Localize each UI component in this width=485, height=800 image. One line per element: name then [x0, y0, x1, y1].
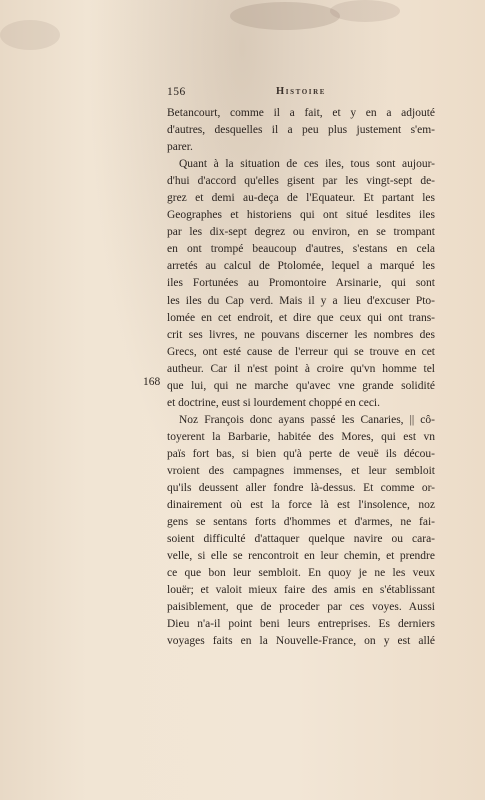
text-line: Noz François donc ayans passé les Canaries, || cô-: [179, 413, 435, 426]
page-stain: [330, 0, 400, 22]
text-line: Geographes et historiens qui ont situé lesdites iles: [167, 209, 435, 222]
text-line: en ont trompé beaucoup d'autres, s'estans en cela: [167, 243, 435, 256]
text-line: grez et demi au-deça de l'Equateur. Et partant les: [167, 192, 435, 205]
text-line: vroient des campagnes immenses, et leur sembloit: [167, 464, 435, 477]
text-line: autheur. Car il n'est point à croire qu'vn homme tel: [167, 362, 435, 375]
text-line: d'hui d'accord qu'elles gisent par les vingt-sept de-: [167, 175, 435, 188]
page-stain: [230, 2, 340, 30]
body-text: [167, 105, 435, 651]
text-line: lomée en cet endroit, et dire que ceux qui ont trans-: [167, 311, 435, 324]
text-line: paisiblement, que de proceder par ces voyes. Aussi: [167, 601, 435, 614]
text-line: dinairement où est la force là est l'insolence, noz: [167, 499, 435, 512]
text-line: les iles du Cap verd. Mais il y a lieu d'excuser Pto-: [167, 294, 435, 307]
text-line: iles Fortunées au Promontoire Arsinarie, qui sont: [167, 277, 435, 290]
page-number: 156: [167, 86, 186, 98]
text-line: par les dix-sept degrez ou environ, en se trompant: [167, 226, 435, 239]
text-line: parer.: [167, 141, 193, 154]
text-line: arretés au calcul de Ptolomée, lequel a marqué les: [167, 260, 435, 273]
page-stain: [0, 20, 60, 50]
text-line: Grecs, ont esté cause de l'erreur qui se trouve en cet: [167, 345, 435, 358]
text-line: voyages faits en la Nouvelle-France, on y est allé: [167, 635, 435, 648]
text-line: qu'ils deussent aller fondre là-dessus. Et comme or-: [167, 482, 435, 495]
text-line: et doctrine, eust si lourdement choppé en ceci.: [167, 396, 380, 409]
text-line: d'autres, desquelles il a peu plus justement s'em-: [167, 124, 435, 137]
margin-note: 168: [143, 376, 161, 388]
text-line: velle, si elle se rencontroit en leur chemin, et prendre: [167, 550, 435, 563]
text-line: païs fort bas, si bien qu'à perte de veuë ils décou-: [167, 447, 435, 460]
text-line: gens se sentans forts d'hommes et d'armes, ne fai-: [167, 516, 435, 529]
running-title: Histoire: [275, 86, 327, 97]
text-line: Betancourt, comme il a fait, et y en a adjouté: [167, 107, 435, 119]
text-line: toyerent la Barbarie, habitée des Mores, qui est vn: [167, 430, 435, 443]
text-line: Dieu n'a-il point beni leurs entreprises. Es derniers: [167, 618, 435, 631]
text-line: crit ses livres, ne pouvans discerner les nombres des: [167, 328, 435, 341]
running-head: [167, 86, 435, 102]
text-line: ce que bon leur sembloit. En quoy je ne les veux: [167, 567, 435, 580]
text-line: soient difficulté d'attaquer quelque navire ou cara-: [167, 533, 435, 546]
text-line: louër; et valoit mieux faire des amis en s'établissant: [167, 584, 435, 597]
text-line: que lui, qui ne marche qu'avec vne grande solidité: [167, 379, 435, 392]
text-line: Quant à la situation de ces iles, tous sont aujour-: [179, 158, 435, 171]
